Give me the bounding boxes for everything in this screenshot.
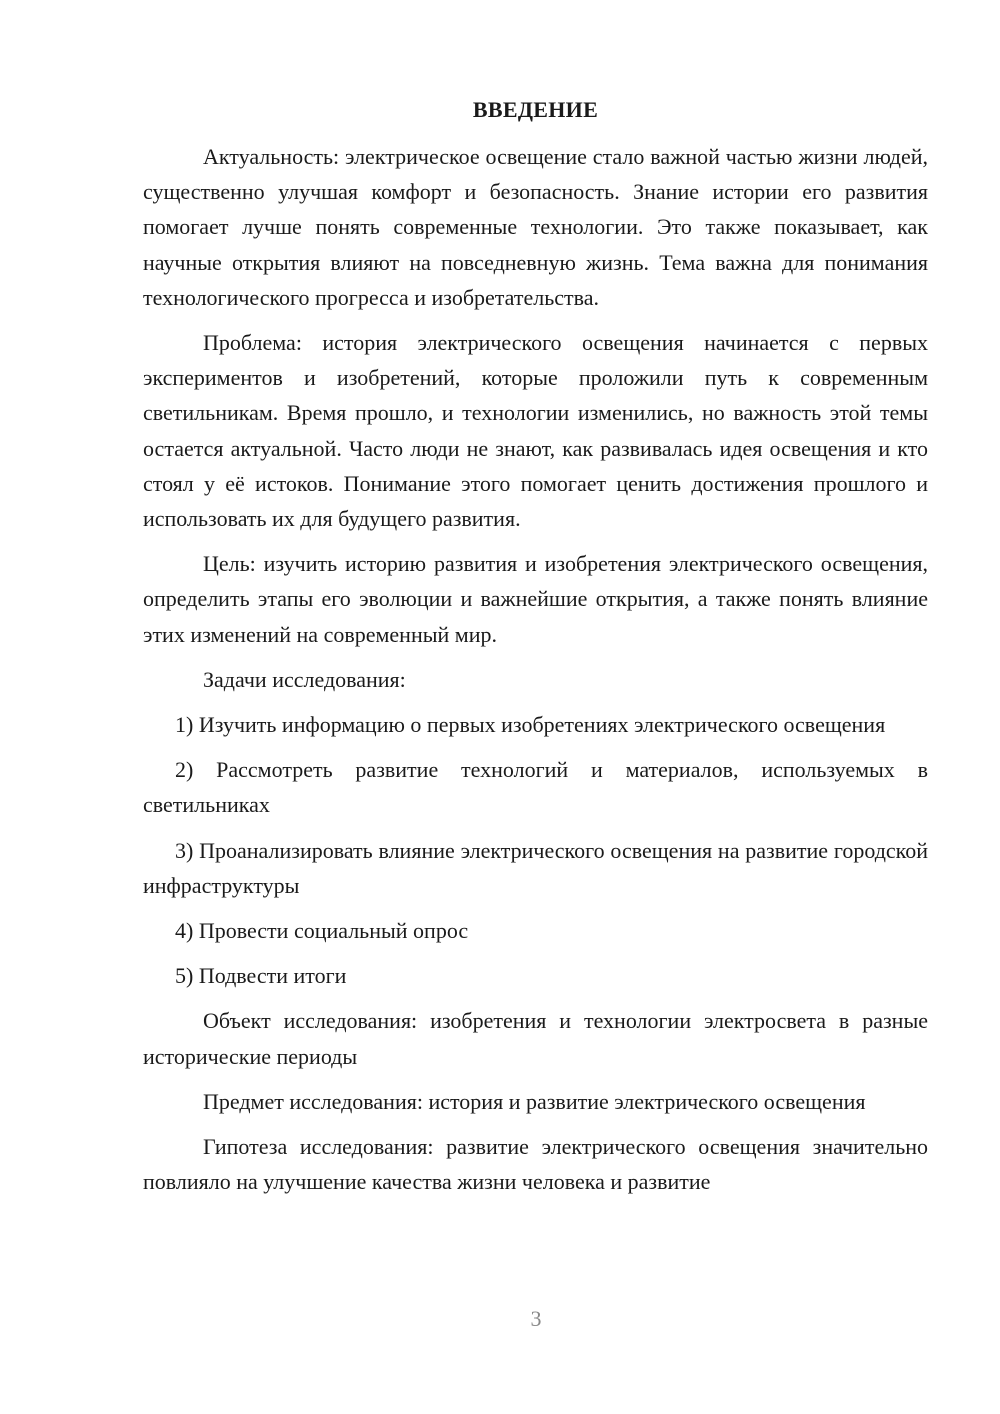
task-item-3: 3) Проанализировать влияние электрического освещения на развитие городской инфраструктуры — [143, 837, 928, 898]
paragraph-object: Объект исследования: изобретения и технологии электросвета в разные исторические периоды — [143, 1008, 928, 1069]
paragraph-hypothesis: Гипотеза исследования: развитие электрического освещения значительно повлияло на улучшение качества жизни человека и развитие — [143, 1134, 928, 1195]
page-title: ВВЕДЕНИЕ — [472, 97, 599, 122]
paragraph-subject: Предмет исследования: история и развитие электрического освещения — [203, 1088, 866, 1114]
paragraph-relevance: Актуальность: электрическое освещение стало важной частью жизни людей, существенно улучшая комфорт и безопасность. Знание истории его развития помогает лучше понять современные технологии. Это также показывает, как научные открытия влияют на повседневную жизнь. Тема важна для понимания технологического прогресса и изобретательства. — [143, 144, 928, 310]
task-item-2: 2) Рассмотреть развитие технологий и материалов, используемых в светильниках — [143, 757, 928, 818]
paragraph-tasks-heading: Задачи исследования: — [203, 666, 406, 692]
page-number: 3 — [530, 1306, 542, 1331]
task-item-5: 5) Подвести итоги — [175, 963, 347, 989]
task-item-1: 1) Изучить информацию о первых изобретениях электрического освещения — [175, 712, 886, 738]
task-item-4: 4) Провести социальный опрос — [175, 918, 469, 944]
paragraph-goal: Цель: изучить историю развития и изобретения электрического освещения, определить этапы его эволюции и важнейшие открытия, а также понять влияние этих изменений на современный мир. — [143, 551, 928, 647]
paragraph-problem: Проблема: история электрического освещения начинается с первых экспериментов и изобретений, которые проложили путь к современным светильникам. Время прошло, и технологии изменились, но важность этой темы остается актуальной. Часто люди не знают, как развивалась идея освещения и кто стоял у её истоков. Понимание этого помогает ценить достижения прошлого и использовать их для будущего развития. — [143, 330, 928, 532]
page-content — [143, 95, 928, 1209]
